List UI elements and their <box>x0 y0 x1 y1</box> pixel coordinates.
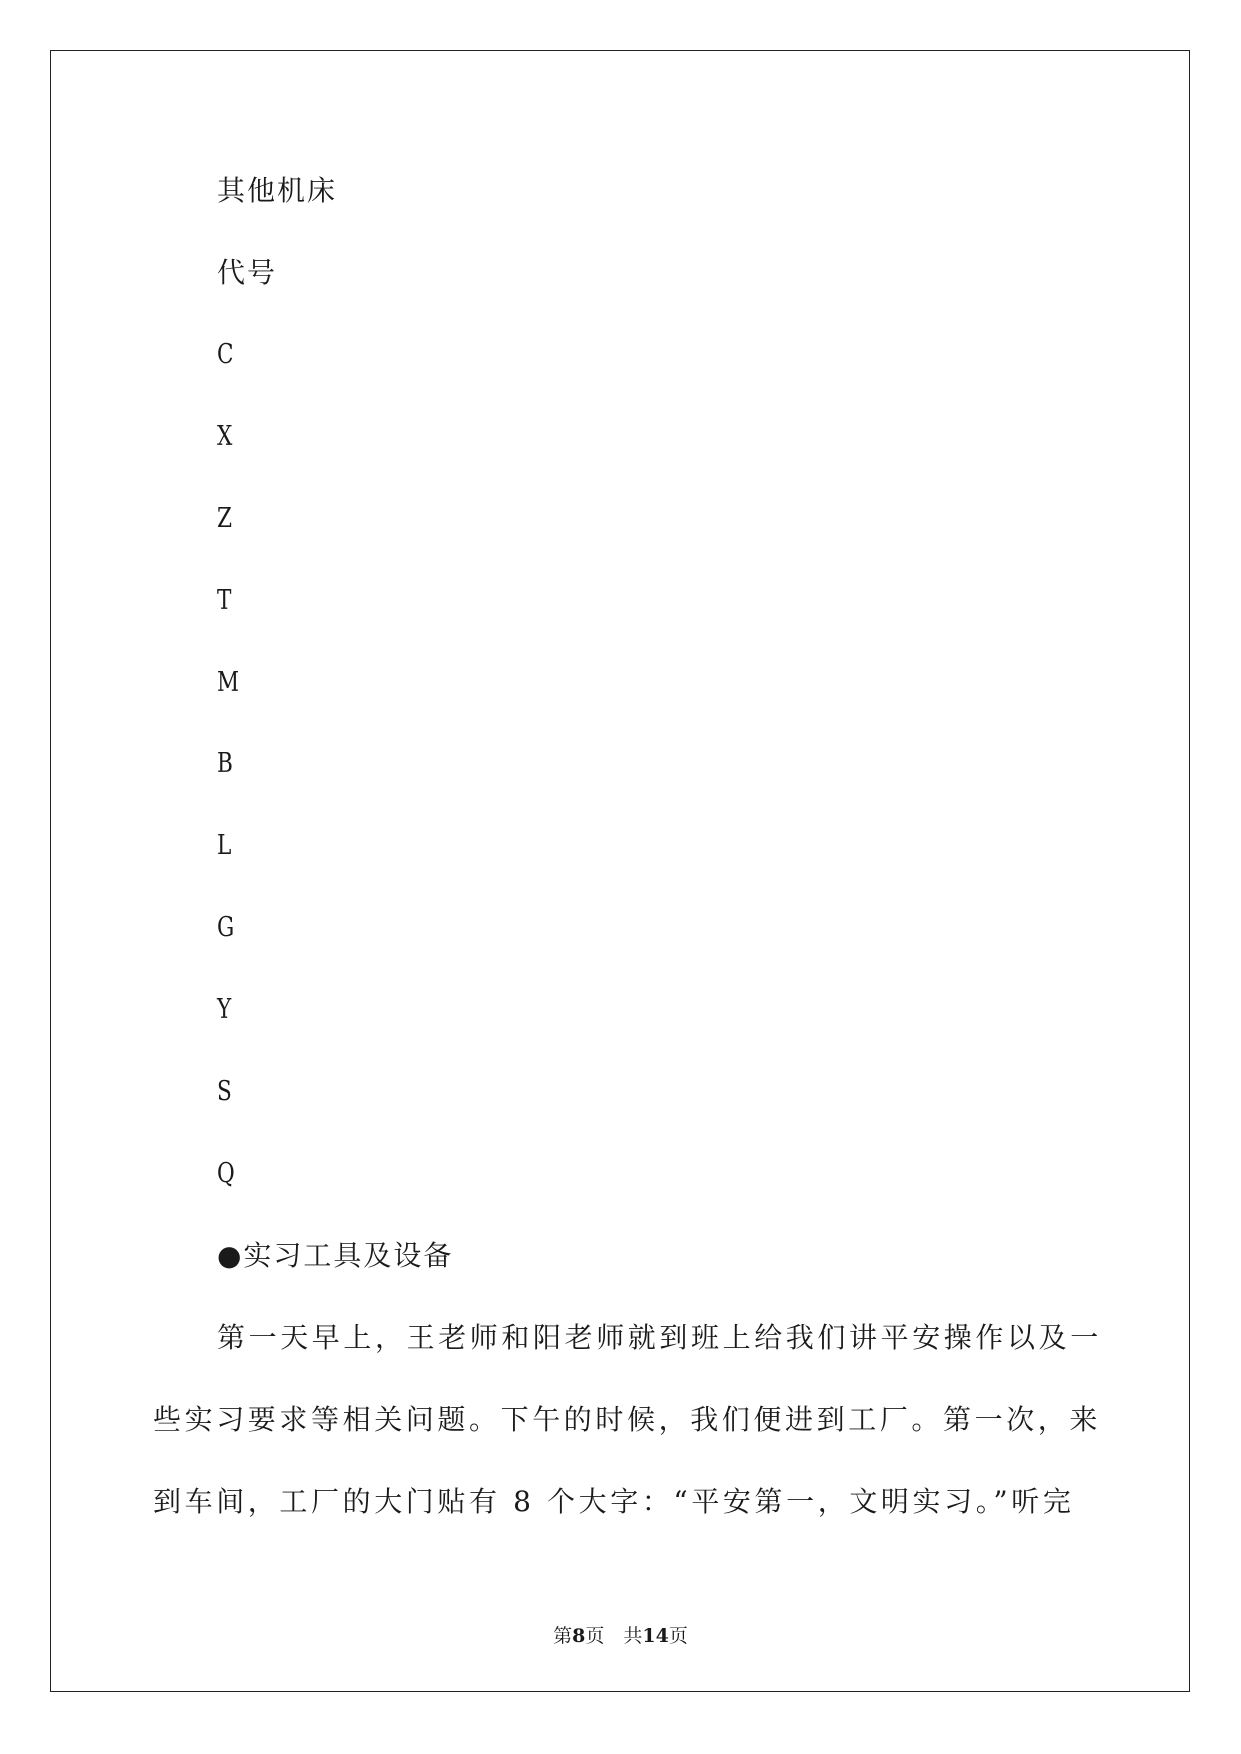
code-item: L <box>217 830 233 861</box>
code-item: G <box>217 912 236 943</box>
footer-prefix: 第 <box>553 1625 573 1647</box>
code-item: T <box>217 585 234 616</box>
code-item: X <box>217 421 234 452</box>
footer-total-pages: 14 <box>642 1625 669 1647</box>
page-border <box>50 50 1190 1692</box>
footer-suffix: 页 <box>668 1625 688 1647</box>
heading-line-2: 代号 <box>217 256 278 289</box>
code-item: M <box>217 667 241 698</box>
page-footer <box>0 1624 1241 1648</box>
code-item: S <box>217 1076 234 1107</box>
paragraph-line-3: 到车间，工厂的大门贴有 8 个大字：“平安第一，文明实习。”听完 <box>153 1485 1075 1518</box>
footer-page-number: 8 <box>572 1625 586 1647</box>
code-item: B <box>217 748 235 779</box>
footer-mid: 页 共 <box>585 1625 643 1647</box>
heading-line-1: 其他机床 <box>217 174 338 207</box>
paragraph-line-2: 些实习要求等相关问题。下午的时候，我们便进到工厂。第一次，来 <box>153 1403 1102 1436</box>
section-heading: ●实习工具及设备 <box>217 1239 454 1272</box>
code-item: C <box>217 339 236 370</box>
paragraph-line-1: 第一天早上，王老师和阳老师就到班上给我们讲平安操作以及一 <box>217 1321 1102 1354</box>
code-item: Y <box>217 994 233 1025</box>
code-item: Q <box>217 1158 237 1189</box>
code-item: Z <box>217 503 234 534</box>
